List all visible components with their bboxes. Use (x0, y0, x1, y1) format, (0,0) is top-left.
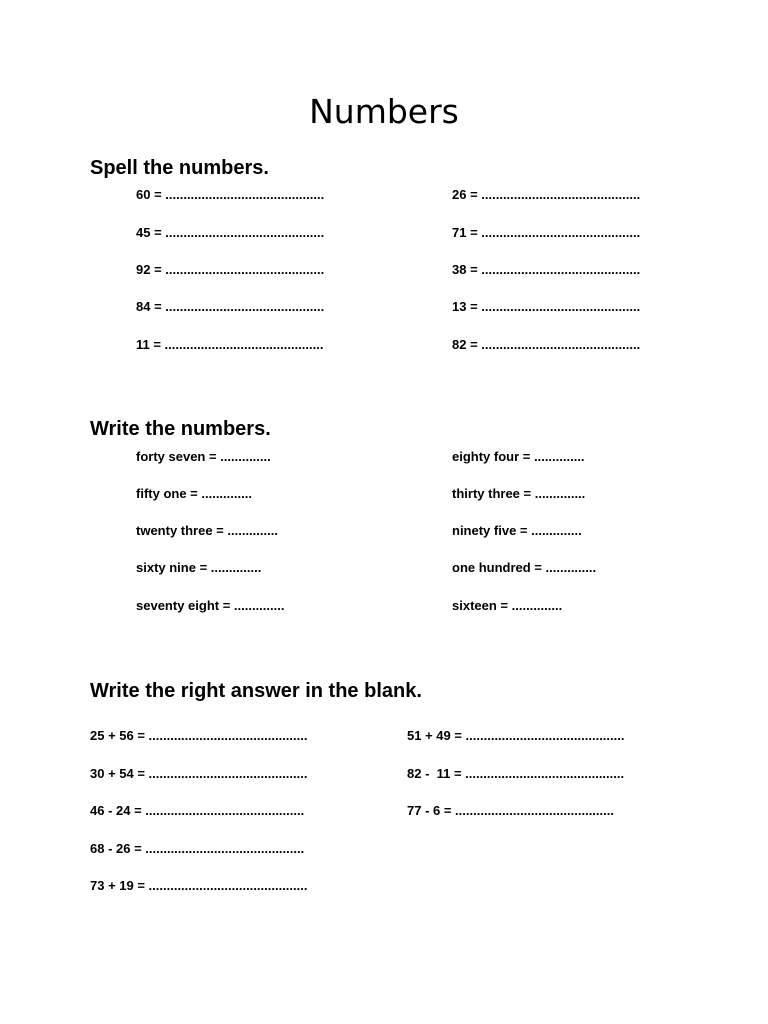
section-heading-answer: Write the right answer in the blank. (90, 680, 422, 702)
exercise-item: 68 - 26 = ............................................ (90, 841, 305, 856)
exercise-item: 92 = ............................................ (136, 262, 325, 277)
exercise-item: 30 + 54 = ............................................ (90, 766, 308, 781)
exercise-item: 11 = ............................................ (136, 337, 324, 352)
exercise-item: 25 + 56 = ............................................ (90, 728, 308, 743)
exercise-item: 77 - 6 = ............................................ (407, 803, 614, 818)
section-heading-write: Write the numbers. (90, 418, 271, 440)
exercise-item: 46 - 24 = ............................................ (90, 803, 305, 818)
exercise-item: ninety five = .............. (452, 523, 582, 538)
exercise-item: sixteen = .............. (452, 598, 563, 613)
exercise-item: sixty nine = .............. (136, 560, 262, 575)
exercise-item: 13 = ............................................ (452, 299, 641, 314)
exercise-item: seventy eight = .............. (136, 598, 285, 613)
exercise-item: 45 = ............................................ (136, 225, 325, 240)
exercise-item: 73 + 19 = ............................................ (90, 878, 308, 893)
page-title: Numbers (309, 92, 459, 131)
exercise-item: one hundred = .............. (452, 560, 597, 575)
exercise-item: 51 + 49 = ............................................ (407, 728, 625, 743)
exercise-item: 84 = ............................................ (136, 299, 325, 314)
exercise-item: thirty three = .............. (452, 486, 586, 501)
exercise-item: 26 = ............................................ (452, 187, 641, 202)
section-heading-spell: Spell the numbers. (90, 157, 269, 179)
exercise-item: 82 = ............................................ (452, 337, 641, 352)
exercise-item: twenty three = .............. (136, 523, 278, 538)
exercise-item: eighty four = .............. (452, 449, 585, 464)
exercise-item: 71 = ............................................ (452, 225, 641, 240)
exercise-item: 60 = ............................................ (136, 187, 325, 202)
exercise-item: forty seven = .............. (136, 449, 271, 464)
exercise-item: fifty one = .............. (136, 486, 252, 501)
exercise-item: 82 - 11 = ............................................ (407, 766, 625, 781)
exercise-item: 38 = ............................................ (452, 262, 641, 277)
